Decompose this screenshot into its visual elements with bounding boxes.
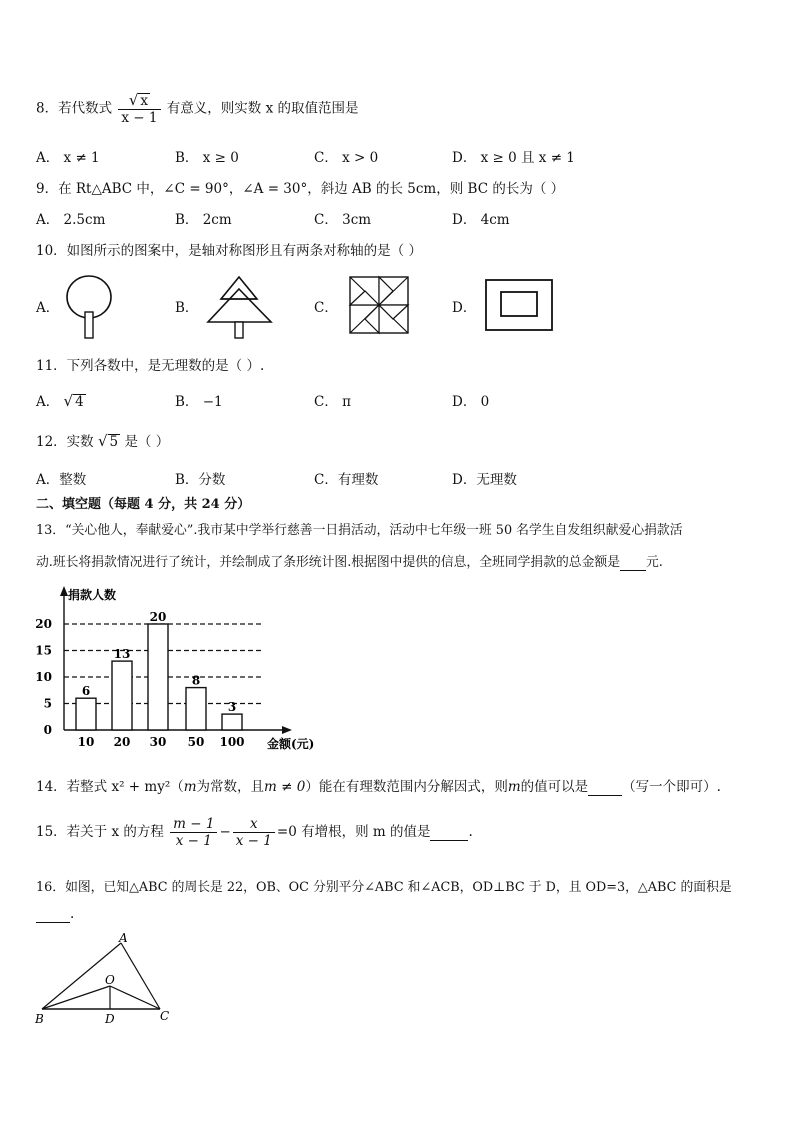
question-16-line-2: . <box>36 906 74 923</box>
q16-answer-blank[interactable] <box>36 906 70 923</box>
bar <box>112 661 132 730</box>
q8-option-d[interactable]: D． x ≥ 0 且 x ≠ 1 <box>452 150 575 166</box>
x-tick-label: 10 <box>77 735 95 749</box>
question-8: 8．若代数式 $\frac{√ x}{x - 1}$ 有意义，则实数 x 的取值范围是 <box>36 91 359 126</box>
question-15: 15．若关于 x 的方程 $\frac{m - 1}{x - 1}$ − $\frac{x}{x - 1}$ =0 有增根，则 m 的值是 . <box>36 816 473 849</box>
y-tick-label: 15 <box>35 643 52 658</box>
bar-value-label: 20 <box>149 610 167 624</box>
bar <box>148 624 168 730</box>
label-c: C <box>160 1009 170 1023</box>
frame-figure <box>484 278 554 332</box>
fan-figure <box>60 274 120 340</box>
q12-option-a[interactable]: A．整数 <box>36 472 87 488</box>
x-tick-label: 20 <box>113 735 131 749</box>
triangle-figure <box>30 930 180 1026</box>
question-10: 10．如图所示的图案中，是轴对称图形且有两条对称轴的是（ ） <box>36 243 422 259</box>
y-tick-label: 5 <box>43 696 52 711</box>
fraction-x: $\frac{x}{x - 1}$ <box>233 816 275 849</box>
y-tick-label: 0 <box>43 723 52 737</box>
question-13-line-2: 动.班长将捐款情况进行了统计，并绘制成了条形统计图.根据图中提供的信息，全班同学捐款的总金额是 元. <box>36 555 663 570</box>
q9-option-c[interactable]: C． 3cm <box>314 212 372 228</box>
x-tick-label: 50 <box>187 735 205 749</box>
q14-answer-blank[interactable] <box>588 779 622 796</box>
donation-bar-chart <box>30 582 340 754</box>
q11-option-c[interactable]: C． π <box>314 394 351 410</box>
sqrt-4: 4 <box>75 394 84 410</box>
x-tick-label: 100 <box>219 735 245 749</box>
q10-option-c[interactable]: C． <box>314 300 338 316</box>
question-11: 11．下列各数中，是无理数的是（ ）. <box>36 358 265 374</box>
q9-option-d[interactable]: D． 4cm <box>452 212 510 228</box>
q11-option-a[interactable]: A． √ 4 <box>36 392 84 410</box>
q12-option-d[interactable]: D．无理数 <box>452 472 517 488</box>
pinwheel-figure <box>346 274 412 336</box>
x-axis-arrow <box>282 726 292 734</box>
section-2-title: 二、填空题（每题 4 分，共 24 分） <box>36 497 251 512</box>
question-16-line-1: 16．如图，已知△ABC 的周长是 22，OB、OC 分别平分∠ABC 和∠ACB，OD⊥BC 于 D，且 OD=3，△ABC 的面积是 <box>36 880 732 895</box>
question-9: 9．在 Rt△ABC 中，∠C = 90°，∠A = 30°，斜边 AB 的长 5cm，则 BC 的长为（ ） <box>36 181 565 197</box>
label-a: A <box>119 931 128 945</box>
fraction-sqrt-x-over-x-minus-1: $\frac{√ x}{x - 1}$ <box>118 92 160 126</box>
q11-option-b[interactable]: B． −1 <box>175 394 223 410</box>
q10-option-b[interactable]: B． <box>175 300 199 316</box>
fraction-m-minus-1: $\frac{m - 1}{x - 1}$ <box>170 816 217 849</box>
question-12: 12．实数 √ 5 是（ ） <box>36 432 170 450</box>
y-tick-label: 10 <box>35 670 52 684</box>
label-d: D <box>105 1012 115 1026</box>
bar-value-label: 13 <box>113 647 131 662</box>
y-axis-arrow <box>60 586 68 596</box>
q10-option-d[interactable]: D． <box>452 300 477 316</box>
y-tick-label: 20 <box>35 617 52 631</box>
q9-option-a[interactable]: A． 2.5cm <box>36 212 106 228</box>
y-axis-label: 捐款人数 <box>68 588 117 602</box>
q8-option-a[interactable]: A． x ≠ 1 <box>36 150 100 166</box>
bar-value-label: 8 <box>191 673 201 688</box>
label-o: O <box>105 973 115 987</box>
q10-option-a[interactable]: A． <box>36 300 60 316</box>
tree-figure <box>205 274 273 340</box>
q13-answer-blank[interactable] <box>620 555 646 571</box>
q12-option-c[interactable]: C．有理数 <box>314 472 379 488</box>
question-13-line-1: 13．“关心他人，奉献爱心”.我市某中学举行慈善一日捐活动，活动中七年级一班 50 名学生自发组织献爱心捐款活 <box>36 523 683 538</box>
q15-answer-blank[interactable] <box>430 824 468 841</box>
x-tick-label: 30 <box>149 735 167 749</box>
q11-option-d[interactable]: D． 0 <box>452 394 490 410</box>
q12-option-b[interactable]: B．分数 <box>175 472 226 488</box>
bar-value-label: 3 <box>227 700 237 715</box>
bar-value-label: 6 <box>81 684 91 699</box>
question-14: 14．若整式 x² + my²（m为常数，且m ≠ 0）能在有理数范围内分解因式，则m的值可以是 （写一个即可）. <box>36 779 721 795</box>
bar <box>186 688 206 730</box>
bar <box>222 714 242 730</box>
sqrt-5: 5 <box>109 434 119 450</box>
bar <box>76 698 96 730</box>
q9-option-b[interactable]: B． 2cm <box>175 212 232 228</box>
q8-option-c[interactable]: C． x > 0 <box>314 150 379 166</box>
q8-option-b[interactable]: B． x ≥ 0 <box>175 150 239 166</box>
x-axis-label: 金额(元) <box>267 737 315 751</box>
label-b: B <box>35 1012 44 1026</box>
